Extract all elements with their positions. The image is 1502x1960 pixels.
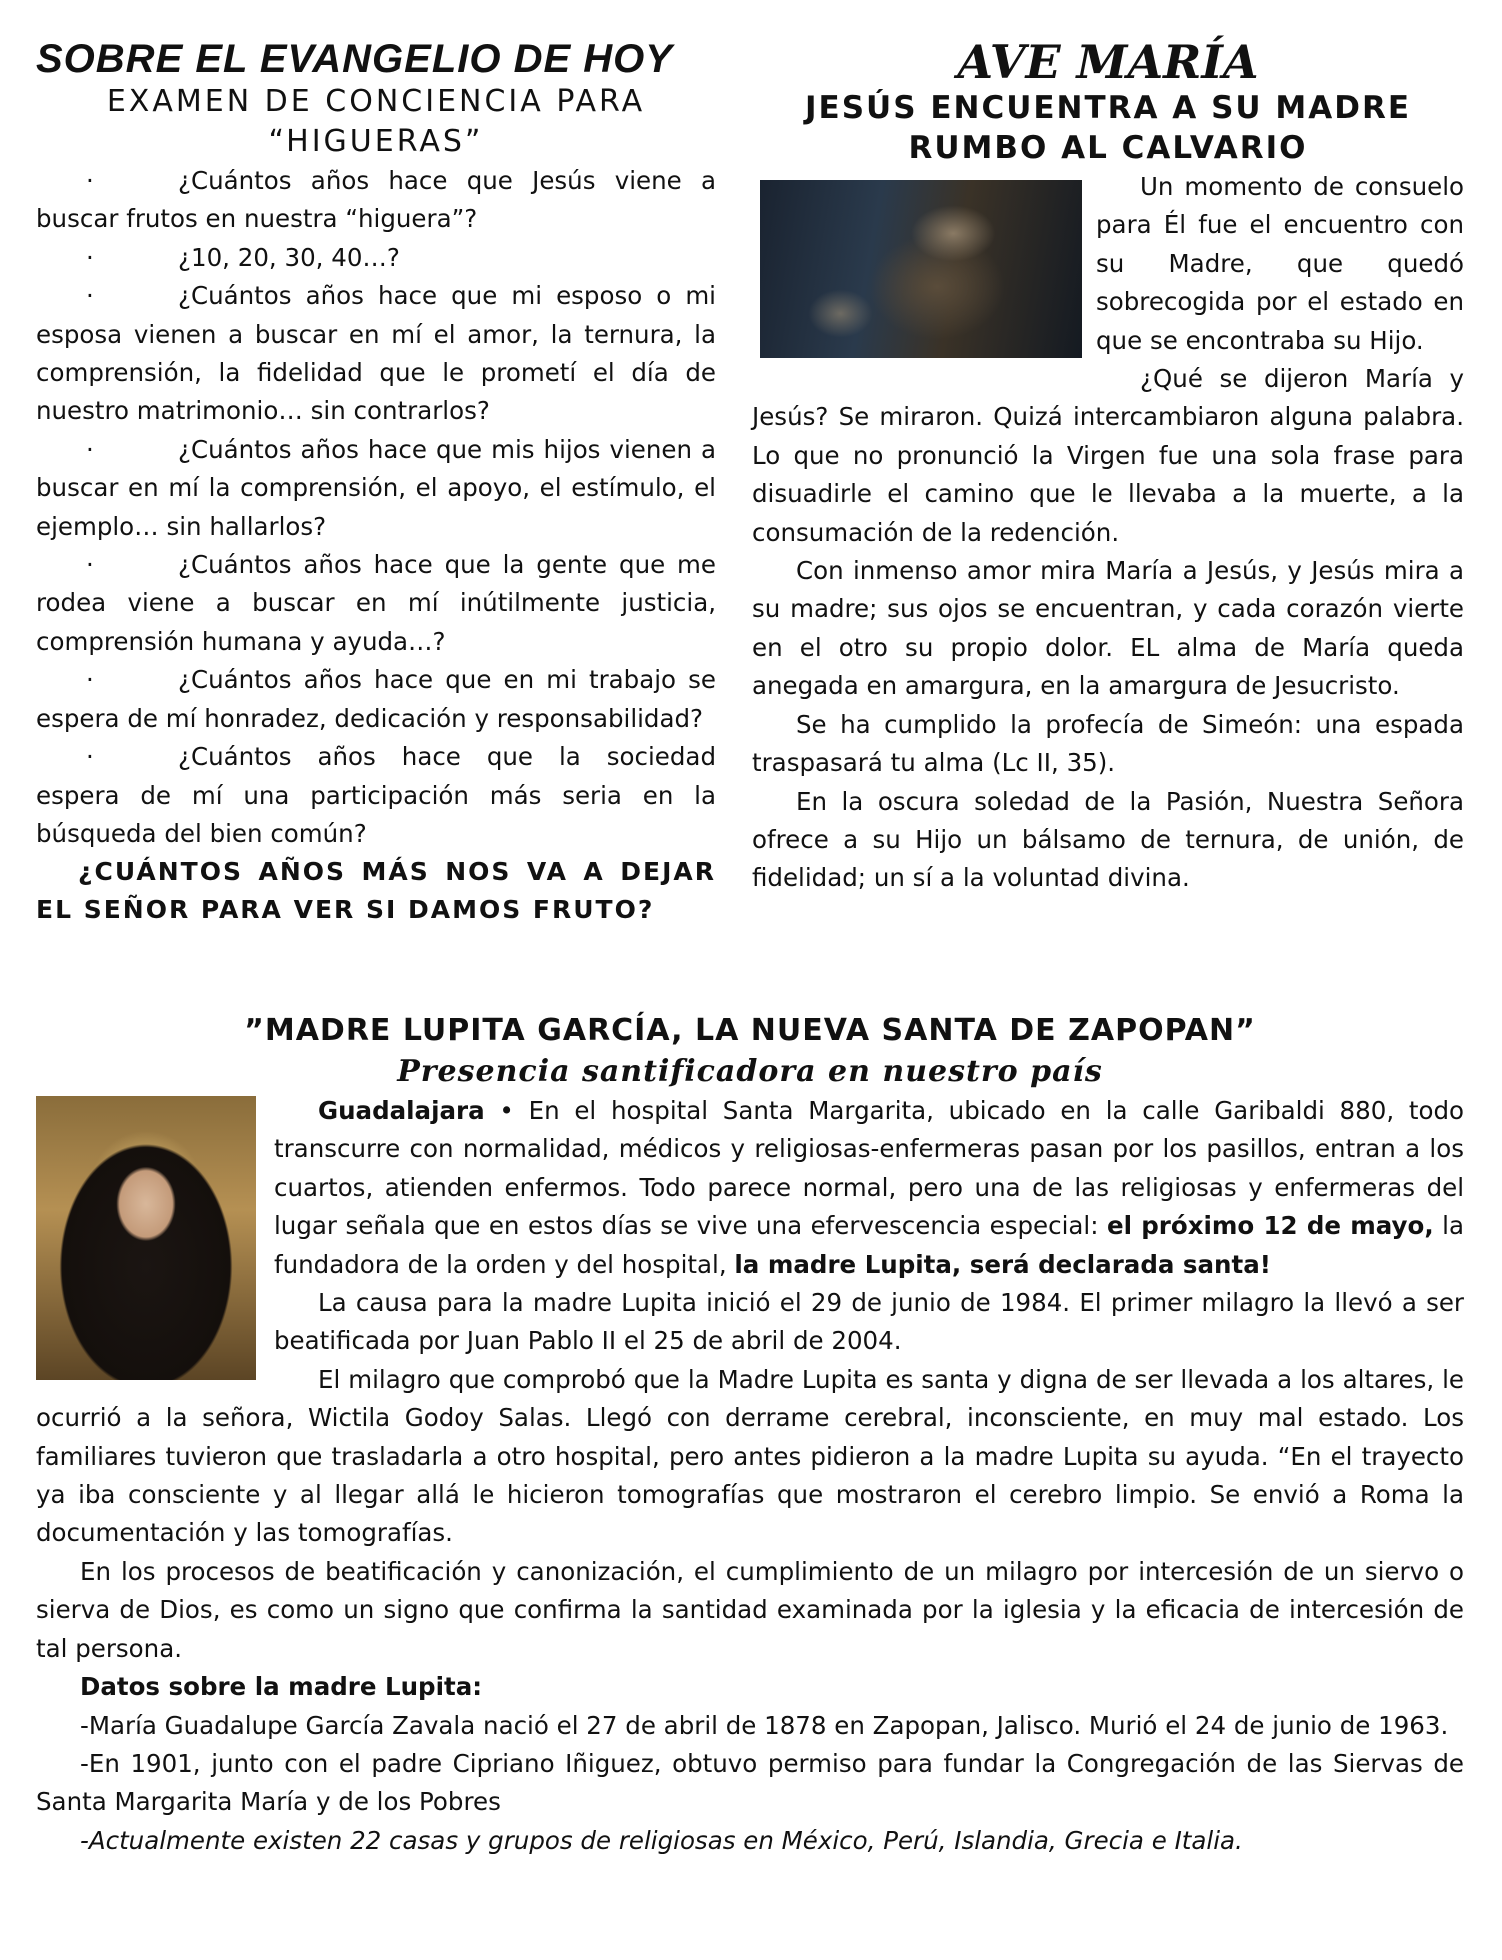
article-body <box>36 1092 1464 1860</box>
paragraph: Guadalajara • En el hospital Santa Margarita, ubicado en la calle Garibaldi 880, todo transcurre con normalidad, médicos y religiosas-enfermeras pasan por los pasillos, entran a los cuartos, atienden enfermos. Todo parece normal, pero una de las religiosas y enfermeras del lugar señala que en estos días se vive una efervescencia especial: el próximo 12 de mayo, la fundadora de la orden y del hospital, la madre Lupita, será declarada santa! <box>274 1096 1464 1279</box>
exam-subtitle-line1: EXAMEN DE CONCIENCIA PARA <box>106 84 646 119</box>
paragraph: Se ha cumplido la profecía de Simeón: una espada traspasará tu alma (Lc II, 35). <box>752 709 1464 778</box>
facts-heading: Datos sobre la madre Lupita: <box>80 1672 483 1702</box>
paragraph: El milagro que comprobó que la Madre Lupita es santa y digna de ser llevada a los altares, le ocurrió a la señora, Wictila Godoy Salas. Llegó con derrame cerebral, inconsciente, en muy mal estado. Los familiares tuvieron que trasladarla a otro hospital, pero antes pidieron a la madre Lupita su ayuda. “En el trayecto ya iba consciente y al llegar allá le hicieron tomografías que mostraron el cerebro limpio. Se envió a Roma la documentación y las tomografías. <box>36 1364 1464 1548</box>
closing-question: ¿CUÁNTOS AÑOS MÁS NOS VA A DEJAR EL SEÑOR PARA VER SI DAMOS FRUTO? <box>36 857 716 925</box>
encounter-text <box>752 168 1464 898</box>
question-item: · ¿Cuántos años hace que mi esposo o mi esposa vienen a buscar en mí el amor, la ternura, la comprensión, la fidelidad que le prometí el día de nuestro matrimonio… sin contrarlos? <box>36 281 716 426</box>
question-list <box>36 162 716 853</box>
paragraph: Con inmenso amor mira María a Jesús, y Jesús mira a su madre; sus ojos se encuentran, y cada corazón vierte en el otro su propio dolor. EL alma de María queda anegada en amargura, en la amargura de Jesucristo. <box>752 556 1464 701</box>
article-subtitle: Presencia santificadora en nuestro país <box>397 1054 1103 1089</box>
question-item: · ¿Cuántos años hace que la gente que me rodea viene a buscar en mí inútilmente justicia, comprensión humana y ayuda…? <box>36 550 716 656</box>
encounter-subtitle-line2: RUMBO AL CALVARIO <box>908 130 1308 166</box>
fact-item: -En 1901, junto con el padre Cipriano Iñiguez, obtuvo permiso para fundar la Congregación de las Siervas de Santa Margarita María y de los Pobres <box>36 1748 1464 1817</box>
encounter-subtitle-line1: JESÚS ENCUENTRA A SU MADRE <box>805 90 1411 126</box>
left-column <box>36 36 716 929</box>
question-item: · ¿10, 20, 30, 40…? <box>86 242 400 272</box>
ave-maria-title: AVE MARÍA <box>957 35 1259 89</box>
fact-item: -Actualmente existen 22 casas y grupos de religiosas en México, Perú, Islandia, Grecia e Italia. <box>80 1825 1243 1855</box>
question-item: · ¿Cuántos años hace que Jesús viene a buscar frutos en nuestra “higuera”? <box>36 166 716 234</box>
lupita-article <box>36 1010 1464 1860</box>
paragraph: En los procesos de beatificación y canonización, el cumplimiento de un milagro por intercesión de un siervo o sierva de Dios, es como un signo que confirma la santidad examinada por la iglesia y la eficacia de intercesión de tal persona. <box>36 1556 1464 1663</box>
paragraph: ¿Qué se dijeron María y Jesús? Se miraron. Quizá intercambiaron alguna palabra. Lo que no pronunció la Virgen fue una sola frase para disuadirle el camino que le llevaba a la muerte, a la consumación de la redención. <box>752 364 1464 547</box>
paragraph: Un momento de consuelo para Él fue el encuentro con su Madre, que quedó sobrecogida por el estado en que se encontraba su Hijo. <box>1096 172 1464 355</box>
gospel-title: SOBRE EL EVANGELIO DE HOY <box>36 37 673 81</box>
question-item: · ¿Cuántos años hace que la sociedad espera de mí una participación más seria en la búsqueda del bien común? <box>36 742 716 848</box>
jesus-meets-mother-photo <box>760 180 1082 358</box>
paragraph: En la oscura soledad de la Pasión, Nuestra Señora ofrece a su Hijo un bálsamo de ternura, de unión, de fidelidad; un sí a la voluntad divina. <box>752 786 1464 893</box>
fact-item: -María Guadalupe García Zavala nació el 27 de abril de 1878 en Zapopan, Jalisco. Murió el 24 de junio de 1963. <box>80 1710 1449 1740</box>
question-item: · ¿Cuántos años hace que mis hijos vienen a buscar en mí la comprensión, el apoyo, el estímulo, el ejemplo… sin hallarlos? <box>36 434 716 541</box>
paragraph: La causa para la madre Lupita inició el 29 de junio de 1984. El primer milagro la llevó a ser beatificada por Juan Pablo II el 25 de abril de 2004. <box>274 1288 1464 1356</box>
exam-subtitle-line2: “HIGUERAS” <box>268 124 484 159</box>
question-item: · ¿Cuántos años hace que en mi trabajo se espera de mí honradez, dedicación y responsabilidad? <box>36 665 716 733</box>
right-column <box>752 36 1464 898</box>
article-title: ”MADRE LUPITA GARCÍA, LA NUEVA SANTA DE ZAPOPAN” <box>244 1013 1256 1048</box>
dateline: Guadalajara <box>318 1096 485 1125</box>
madre-lupita-portrait <box>36 1096 256 1380</box>
